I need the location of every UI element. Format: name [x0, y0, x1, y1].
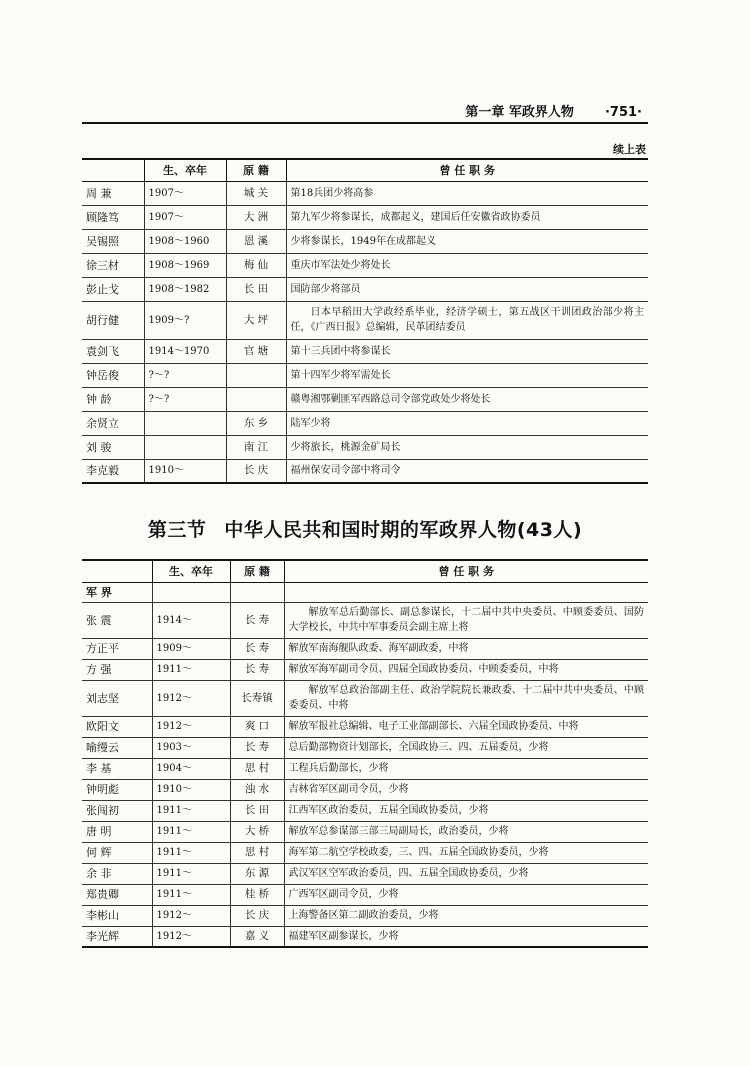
person-name: 胡行健	[82, 301, 144, 339]
birth-death-years: 1909～?	[144, 301, 226, 339]
table-row	[82, 459, 648, 483]
native-place: 长 寿	[230, 659, 284, 680]
positions-held: 江西军区政治委员，五届全国政协委员，少将	[284, 800, 648, 821]
positions-held: 广西军区副司令员，少将	[284, 884, 648, 905]
table-row	[82, 363, 648, 387]
person-name: 周 兼	[82, 181, 144, 205]
person-name: 欧阳文	[82, 716, 152, 737]
table-row	[82, 435, 648, 459]
birth-death-years: 1914～1970	[144, 339, 226, 363]
native-place: 思 村	[230, 842, 284, 863]
native-place: 长寿镇	[230, 680, 284, 716]
native-place: 恩 溪	[226, 229, 286, 253]
positions-held: 解放军总后勤部长、副总参谋长，十二届中共中央委员、中顾委委员、国防大学校长，中共中军事委员会副主席上将	[284, 602, 648, 638]
positions-held: 少将旅长，桃源金矿局长	[286, 435, 648, 459]
table-row	[82, 205, 648, 229]
native-place: 嘉 义	[230, 926, 284, 947]
positions-held: 国防部少将部员	[286, 277, 648, 301]
birth-death-years: 1908～1969	[144, 253, 226, 277]
years-column-header: 生、卒年	[144, 159, 226, 181]
person-name: 钟岳俊	[82, 363, 144, 387]
table-row	[82, 884, 648, 905]
table-row	[82, 863, 648, 884]
positions-held: 解放军报社总编辑、电子工业部副部长、六届全国政协委员、中将	[284, 716, 648, 737]
positions-held: 解放军总参谋部三部三局副局长，政治委员，少将	[284, 821, 648, 842]
native-place: 长 田	[226, 277, 286, 301]
person-name: 吴锡照	[82, 229, 144, 253]
positions-held: 日本早稻田大学政经系毕业，经济学硕士，第五战区干训团政治部少将主任，《广西日报》总编辑，民革团结委员	[286, 301, 648, 339]
running-header	[82, 101, 642, 120]
person-name: 刘志坚	[82, 680, 152, 716]
person-name: 余贤立	[82, 411, 144, 435]
person-name: 喻缦云	[82, 737, 152, 758]
table-row	[82, 339, 648, 363]
birth-death-years: 1910～	[144, 459, 226, 483]
origin-column-header: 原 籍	[226, 159, 286, 181]
table-row	[82, 758, 648, 779]
positions-held: 陆军少将	[286, 411, 648, 435]
birth-death-years: 1911～	[152, 800, 230, 821]
birth-death-years: 1912～	[152, 680, 230, 716]
category-label: 军 界	[82, 582, 152, 602]
native-place: 长 田	[230, 800, 284, 821]
native-place: 南 江	[226, 435, 286, 459]
person-name: 何 辉	[82, 842, 152, 863]
birth-death-years: 1908～1960	[144, 229, 226, 253]
birth-death-years: 1912～	[152, 716, 230, 737]
years-column-header: 生、卒年	[152, 560, 230, 582]
birth-death-years: 1911～	[152, 863, 230, 884]
native-place: 思 村	[230, 758, 284, 779]
table-row	[82, 680, 648, 716]
native-place: 城 关	[226, 181, 286, 205]
table-row	[82, 821, 648, 842]
birth-death-years	[144, 435, 226, 459]
person-name: 郑贵卿	[82, 884, 152, 905]
birth-death-years: ?～?	[144, 387, 226, 411]
native-place: 大 洲	[226, 205, 286, 229]
section-heading	[82, 515, 648, 542]
native-place: 浊 水	[230, 779, 284, 800]
birth-death-years: 1912～	[152, 926, 230, 947]
native-place: 长 寿	[230, 602, 284, 638]
native-place: 官 塘	[226, 339, 286, 363]
person-name: 余 非	[82, 863, 152, 884]
table-row	[82, 301, 648, 339]
people-table-prc	[82, 559, 648, 948]
table-row	[82, 602, 648, 638]
table-row	[82, 905, 648, 926]
duty-column-header: 曾 任 职 务	[284, 560, 648, 582]
table-row	[82, 926, 648, 947]
birth-death-years: ?～?	[144, 363, 226, 387]
table-row	[82, 253, 648, 277]
table-row	[82, 716, 648, 737]
birth-death-years: 1903～	[152, 737, 230, 758]
category-row	[82, 582, 648, 602]
native-place: 梅 仙	[226, 253, 286, 277]
origin-column-header: 原 籍	[230, 560, 284, 582]
table-row	[82, 181, 648, 205]
birth-death-years: 1907～	[144, 181, 226, 205]
person-name: 彭止戈	[82, 277, 144, 301]
birth-death-years: 1911～	[152, 821, 230, 842]
positions-held: 赣粤湘鄂剿匪军西路总司令部党政处少将处长	[286, 387, 648, 411]
person-name: 钟 龄	[82, 387, 144, 411]
positions-held: 解放军海军副司令员、四届全国政协委员、中顾委委员，中将	[284, 659, 648, 680]
person-name: 李彬山	[82, 905, 152, 926]
positions-held: 总后勤部物资计划部长，全国政协三、四、五届委员，少将	[284, 737, 648, 758]
table-row	[82, 411, 648, 435]
positions-held: 吉林省军区副司令员，少将	[284, 779, 648, 800]
birth-death-years: 1904～	[152, 758, 230, 779]
table-row	[82, 387, 648, 411]
person-name: 刘 骏	[82, 435, 144, 459]
native-place	[226, 387, 286, 411]
table-row	[82, 842, 648, 863]
table-body	[82, 181, 648, 483]
birth-death-years: 1911～	[152, 842, 230, 863]
table-row	[82, 800, 648, 821]
native-place: 桂 桥	[230, 884, 284, 905]
duty-column-header: 曾 任 职 务	[286, 159, 648, 181]
positions-held: 武汉军区空军政治委员，四、五届全国政协委员，少将	[284, 863, 648, 884]
person-name: 李克毅	[82, 459, 144, 483]
native-place: 东 乡	[226, 411, 286, 435]
native-place: 长 庆	[226, 459, 286, 483]
section-title: 中华人民共和国时期的军政界人物(43人)	[224, 519, 583, 541]
positions-held: 上海警备区第二副政治委员，少将	[284, 905, 648, 926]
birth-death-years: 1914～	[152, 602, 230, 638]
table-row	[82, 638, 648, 659]
positions-held: 重庆市军法处少将处长	[286, 253, 648, 277]
positions-held: 第十四军少将军需处长	[286, 363, 648, 387]
native-place: 爽 口	[230, 716, 284, 737]
table-body	[82, 582, 648, 947]
person-name: 李 基	[82, 758, 152, 779]
birth-death-years: 1912～	[152, 905, 230, 926]
native-place: 长 寿	[230, 638, 284, 659]
positions-held: 第九军少将参谋长，成都起义，建国后任安徽省政协委员	[286, 205, 648, 229]
birth-death-years: 1907～	[144, 205, 226, 229]
person-name: 李光辉	[82, 926, 152, 947]
continued-label: 续上表	[613, 143, 646, 156]
native-place: 东 源	[230, 863, 284, 884]
table-row	[82, 659, 648, 680]
person-name: 张 震	[82, 602, 152, 638]
positions-held: 解放军南海舰队政委、海军副政委，中将	[284, 638, 648, 659]
positions-held: 解放军总政治部副主任、政治学院院长兼政委、十二届中共中央委员、中顾委委员、中将	[284, 680, 648, 716]
person-name: 方 强	[82, 659, 152, 680]
positions-held: 第18兵团少将高参	[286, 181, 648, 205]
person-name: 张闯初	[82, 800, 152, 821]
birth-death-years: 1910～	[152, 779, 230, 800]
page-number: ·751·	[604, 105, 642, 120]
birth-death-years: 1911～	[152, 884, 230, 905]
person-name: 袁剑飞	[82, 339, 144, 363]
native-place: 长 寿	[230, 737, 284, 758]
chapter-title: 第一章 军政界人物	[465, 105, 574, 120]
table-row	[82, 277, 648, 301]
positions-held: 少将参谋长，1949年在成都起义	[286, 229, 648, 253]
name-column-header	[82, 560, 152, 582]
person-name: 唐 明	[82, 821, 152, 842]
positions-held: 福州保安司令部中将司令	[286, 459, 648, 483]
birth-death-years: 1909～	[152, 638, 230, 659]
person-name: 方正平	[82, 638, 152, 659]
table-row	[82, 737, 648, 758]
birth-death-years: 1908～1982	[144, 277, 226, 301]
name-column-header	[82, 159, 144, 181]
birth-death-years	[144, 411, 226, 435]
person-name: 徐三材	[82, 253, 144, 277]
birth-death-years: 1911～	[152, 659, 230, 680]
table-row	[82, 229, 648, 253]
section-number: 第三节	[147, 519, 207, 541]
people-table-continued	[82, 158, 648, 484]
positions-held: 工程兵后勤部长，少将	[284, 758, 648, 779]
positions-held: 海军第二航空学校政委，三、四、五届全国政协委员，少将	[284, 842, 648, 863]
person-name: 顾隆笃	[82, 205, 144, 229]
native-place: 大 坪	[226, 301, 286, 339]
positions-held: 福建军区副参谋长，少将	[284, 926, 648, 947]
native-place: 长 庆	[230, 905, 284, 926]
table-row	[82, 779, 648, 800]
positions-held: 第十三兵团中将参谋长	[286, 339, 648, 363]
native-place	[226, 363, 286, 387]
native-place: 大 桥	[230, 821, 284, 842]
header-rule	[82, 122, 648, 124]
person-name: 钟明彪	[82, 779, 152, 800]
